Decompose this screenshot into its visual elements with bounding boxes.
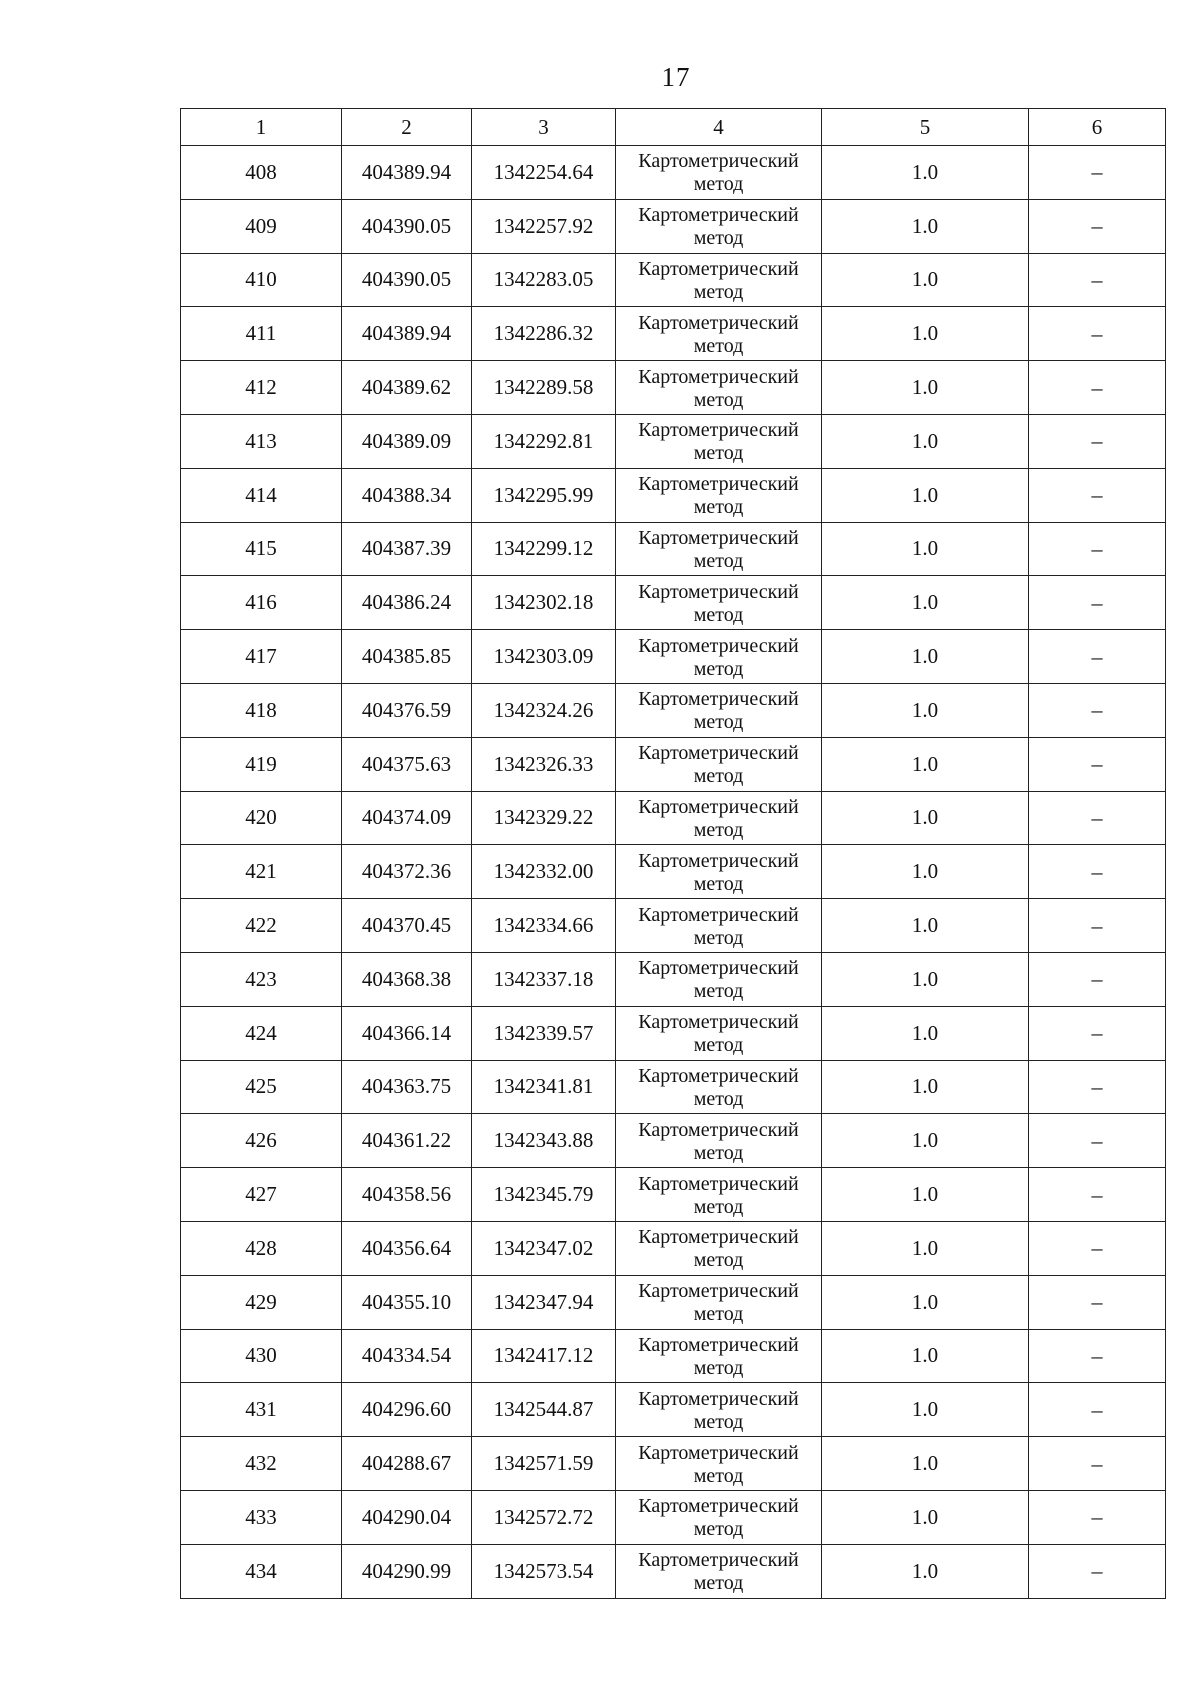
point-number-cell: 414	[181, 468, 342, 522]
y-coordinate-cell: 1342326.33	[472, 737, 616, 791]
x-coordinate-cell: 404389.62	[342, 361, 472, 415]
note-cell: –	[1029, 253, 1166, 307]
accuracy-cell: 1.0	[822, 253, 1029, 307]
note-cell: –	[1029, 522, 1166, 576]
y-coordinate-cell: 1342324.26	[472, 683, 616, 737]
method-cell	[616, 522, 822, 576]
table-row	[181, 1006, 1166, 1060]
y-coordinate-cell: 1342343.88	[472, 1114, 616, 1168]
note-cell: –	[1029, 1006, 1166, 1060]
method-text: Картометрический метод	[638, 1011, 799, 1057]
point-number-cell: 430	[181, 1329, 342, 1383]
x-coordinate-cell: 404372.36	[342, 845, 472, 899]
accuracy-cell: 1.0	[822, 737, 1029, 791]
accuracy-cell: 1.0	[822, 1221, 1029, 1275]
point-number-cell: 412	[181, 361, 342, 415]
table-row	[181, 952, 1166, 1006]
table-row	[181, 1114, 1166, 1168]
x-coordinate-cell: 404386.24	[342, 576, 472, 630]
point-number-cell: 413	[181, 414, 342, 468]
point-number-cell: 418	[181, 683, 342, 737]
point-number-cell: 409	[181, 199, 342, 253]
y-coordinate-cell: 1342283.05	[472, 253, 616, 307]
note-cell: –	[1029, 576, 1166, 630]
method-text: Картометрический метод	[638, 849, 799, 895]
note-cell: –	[1029, 791, 1166, 845]
table-row	[181, 468, 1166, 522]
method-text: Картометрический метод	[638, 1549, 799, 1595]
method-cell	[616, 253, 822, 307]
note-cell: –	[1029, 307, 1166, 361]
method-text: Картометрический метод	[638, 1226, 799, 1272]
point-number-cell: 432	[181, 1437, 342, 1491]
x-coordinate-cell: 404366.14	[342, 1006, 472, 1060]
y-coordinate-cell: 1342289.58	[472, 361, 616, 415]
y-coordinate-cell: 1342299.12	[472, 522, 616, 576]
accuracy-cell: 1.0	[822, 414, 1029, 468]
method-cell	[616, 899, 822, 953]
method-cell	[616, 1060, 822, 1114]
accuracy-cell: 1.0	[822, 576, 1029, 630]
accuracy-cell: 1.0	[822, 1544, 1029, 1598]
method-cell	[616, 1006, 822, 1060]
y-coordinate-cell: 1342341.81	[472, 1060, 616, 1114]
y-coordinate-cell: 1342347.02	[472, 1221, 616, 1275]
note-cell: –	[1029, 737, 1166, 791]
method-text: Картометрический метод	[638, 473, 799, 519]
x-coordinate-cell: 404374.09	[342, 791, 472, 845]
accuracy-cell: 1.0	[822, 146, 1029, 200]
method-cell	[616, 576, 822, 630]
point-number-cell: 420	[181, 791, 342, 845]
method-text: Картометрический метод	[638, 257, 799, 303]
method-text: Картометрический метод	[638, 1387, 799, 1433]
accuracy-cell: 1.0	[822, 952, 1029, 1006]
y-coordinate-cell: 1342254.64	[472, 146, 616, 200]
table-row	[181, 683, 1166, 737]
y-coordinate-cell: 1342339.57	[472, 1006, 616, 1060]
x-coordinate-cell: 404334.54	[342, 1329, 472, 1383]
column-header: 3	[472, 109, 616, 146]
accuracy-cell: 1.0	[822, 307, 1029, 361]
x-coordinate-cell: 404390.05	[342, 253, 472, 307]
method-cell	[616, 683, 822, 737]
note-cell: –	[1029, 468, 1166, 522]
x-coordinate-cell: 404387.39	[342, 522, 472, 576]
note-cell: –	[1029, 1221, 1166, 1275]
table-row	[181, 1383, 1166, 1437]
x-coordinate-cell: 404355.10	[342, 1275, 472, 1329]
point-number-cell: 427	[181, 1168, 342, 1222]
method-cell	[616, 1490, 822, 1544]
table-row	[181, 1490, 1166, 1544]
table-header-row	[181, 109, 1166, 146]
accuracy-cell: 1.0	[822, 683, 1029, 737]
point-number-cell: 422	[181, 899, 342, 953]
method-text: Картометрический метод	[638, 365, 799, 411]
accuracy-cell: 1.0	[822, 1275, 1029, 1329]
method-cell	[616, 1114, 822, 1168]
x-coordinate-cell: 404296.60	[342, 1383, 472, 1437]
note-cell: –	[1029, 683, 1166, 737]
table-row	[181, 199, 1166, 253]
method-cell	[616, 1168, 822, 1222]
x-coordinate-cell: 404363.75	[342, 1060, 472, 1114]
x-coordinate-cell: 404389.94	[342, 307, 472, 361]
x-coordinate-cell: 404290.04	[342, 1490, 472, 1544]
method-text: Картометрический метод	[638, 204, 799, 250]
method-text: Картометрический метод	[638, 1495, 799, 1541]
table-row	[181, 522, 1166, 576]
x-coordinate-cell: 404368.38	[342, 952, 472, 1006]
method-cell	[616, 199, 822, 253]
x-coordinate-cell: 404288.67	[342, 1437, 472, 1491]
method-cell	[616, 1437, 822, 1491]
x-coordinate-cell: 404361.22	[342, 1114, 472, 1168]
accuracy-cell: 1.0	[822, 1060, 1029, 1114]
accuracy-cell: 1.0	[822, 361, 1029, 415]
accuracy-cell: 1.0	[822, 845, 1029, 899]
point-number-cell: 410	[181, 253, 342, 307]
point-number-cell: 408	[181, 146, 342, 200]
table-row	[181, 1329, 1166, 1383]
accuracy-cell: 1.0	[822, 1329, 1029, 1383]
method-cell	[616, 630, 822, 684]
table-row	[181, 1437, 1166, 1491]
method-text: Картометрический метод	[638, 903, 799, 949]
x-coordinate-cell: 404388.34	[342, 468, 472, 522]
x-coordinate-cell: 404290.99	[342, 1544, 472, 1598]
note-cell: –	[1029, 1437, 1166, 1491]
note-cell: –	[1029, 952, 1166, 1006]
note-cell: –	[1029, 1544, 1166, 1598]
method-text: Картометрический метод	[638, 634, 799, 680]
method-cell	[616, 1275, 822, 1329]
x-coordinate-cell: 404389.94	[342, 146, 472, 200]
method-cell	[616, 146, 822, 200]
accuracy-cell: 1.0	[822, 899, 1029, 953]
accuracy-cell: 1.0	[822, 1383, 1029, 1437]
method-cell	[616, 1329, 822, 1383]
method-text: Картометрический метод	[638, 1333, 799, 1379]
table-row	[181, 146, 1166, 200]
point-number-cell: 433	[181, 1490, 342, 1544]
table-body	[181, 146, 1166, 1599]
accuracy-cell: 1.0	[822, 468, 1029, 522]
x-coordinate-cell: 404375.63	[342, 737, 472, 791]
y-coordinate-cell: 1342334.66	[472, 899, 616, 953]
method-cell	[616, 737, 822, 791]
method-text: Картометрический метод	[638, 742, 799, 788]
y-coordinate-cell: 1342572.72	[472, 1490, 616, 1544]
y-coordinate-cell: 1342303.09	[472, 630, 616, 684]
table-row	[181, 576, 1166, 630]
column-header: 4	[616, 109, 822, 146]
method-cell	[616, 1221, 822, 1275]
y-coordinate-cell: 1342295.99	[472, 468, 616, 522]
accuracy-cell: 1.0	[822, 1006, 1029, 1060]
table-row	[181, 307, 1166, 361]
point-number-cell: 424	[181, 1006, 342, 1060]
point-number-cell: 434	[181, 1544, 342, 1598]
method-text: Картометрический метод	[638, 957, 799, 1003]
method-text: Картометрический метод	[638, 1280, 799, 1326]
point-number-cell: 415	[181, 522, 342, 576]
note-cell: –	[1029, 845, 1166, 899]
note-cell: –	[1029, 630, 1166, 684]
note-cell: –	[1029, 1490, 1166, 1544]
x-coordinate-cell: 404356.64	[342, 1221, 472, 1275]
point-number-cell: 423	[181, 952, 342, 1006]
method-text: Картометрический метод	[638, 580, 799, 626]
accuracy-cell: 1.0	[822, 522, 1029, 576]
table-row	[181, 1168, 1166, 1222]
method-text: Картометрический метод	[638, 1441, 799, 1487]
table-row	[181, 845, 1166, 899]
note-cell: –	[1029, 361, 1166, 415]
point-number-cell: 411	[181, 307, 342, 361]
column-header: 2	[342, 109, 472, 146]
table-row	[181, 791, 1166, 845]
page-number: 17	[661, 62, 691, 92]
method-cell	[616, 468, 822, 522]
table-row	[181, 630, 1166, 684]
y-coordinate-cell: 1342286.32	[472, 307, 616, 361]
y-coordinate-cell: 1342417.12	[472, 1329, 616, 1383]
coordinates-table	[180, 108, 1166, 1599]
table-row	[181, 414, 1166, 468]
y-coordinate-cell: 1342257.92	[472, 199, 616, 253]
x-coordinate-cell: 404389.09	[342, 414, 472, 468]
point-number-cell: 428	[181, 1221, 342, 1275]
y-coordinate-cell: 1342573.54	[472, 1544, 616, 1598]
note-cell: –	[1029, 1383, 1166, 1437]
column-header: 6	[1029, 109, 1166, 146]
x-coordinate-cell: 404385.85	[342, 630, 472, 684]
note-cell: –	[1029, 199, 1166, 253]
accuracy-cell: 1.0	[822, 1437, 1029, 1491]
y-coordinate-cell: 1342337.18	[472, 952, 616, 1006]
method-text: Картометрический метод	[638, 688, 799, 734]
method-cell	[616, 791, 822, 845]
point-number-cell: 416	[181, 576, 342, 630]
x-coordinate-cell: 404390.05	[342, 199, 472, 253]
y-coordinate-cell: 1342544.87	[472, 1383, 616, 1437]
note-cell: –	[1029, 414, 1166, 468]
table-row	[181, 1544, 1166, 1598]
y-coordinate-cell: 1342571.59	[472, 1437, 616, 1491]
y-coordinate-cell: 1342329.22	[472, 791, 616, 845]
y-coordinate-cell: 1342302.18	[472, 576, 616, 630]
method-text: Картометрический метод	[638, 419, 799, 465]
accuracy-cell: 1.0	[822, 1168, 1029, 1222]
method-cell	[616, 1544, 822, 1598]
method-text: Картометрический метод	[638, 1172, 799, 1218]
x-coordinate-cell: 404358.56	[342, 1168, 472, 1222]
table-row	[181, 253, 1166, 307]
note-cell: –	[1029, 1060, 1166, 1114]
note-cell: –	[1029, 146, 1166, 200]
x-coordinate-cell: 404370.45	[342, 899, 472, 953]
method-cell	[616, 1383, 822, 1437]
note-cell: –	[1029, 899, 1166, 953]
accuracy-cell: 1.0	[822, 630, 1029, 684]
point-number-cell: 431	[181, 1383, 342, 1437]
column-header: 5	[822, 109, 1029, 146]
method-cell	[616, 414, 822, 468]
method-cell	[616, 307, 822, 361]
table-row	[181, 361, 1166, 415]
x-coordinate-cell: 404376.59	[342, 683, 472, 737]
method-text: Картометрический метод	[638, 1118, 799, 1164]
point-number-cell: 429	[181, 1275, 342, 1329]
note-cell: –	[1029, 1114, 1166, 1168]
method-cell	[616, 361, 822, 415]
accuracy-cell: 1.0	[822, 791, 1029, 845]
point-number-cell: 417	[181, 630, 342, 684]
method-text: Картометрический метод	[638, 795, 799, 841]
accuracy-cell: 1.0	[822, 199, 1029, 253]
table-row	[181, 1060, 1166, 1114]
point-number-cell: 421	[181, 845, 342, 899]
note-cell: –	[1029, 1275, 1166, 1329]
table-row	[181, 899, 1166, 953]
note-cell: –	[1029, 1168, 1166, 1222]
note-cell: –	[1029, 1329, 1166, 1383]
method-text: Картометрический метод	[638, 1064, 799, 1110]
y-coordinate-cell: 1342347.94	[472, 1275, 616, 1329]
table-row	[181, 1221, 1166, 1275]
column-header: 1	[181, 109, 342, 146]
method-text: Картометрический метод	[638, 311, 799, 357]
y-coordinate-cell: 1342292.81	[472, 414, 616, 468]
y-coordinate-cell: 1342332.00	[472, 845, 616, 899]
method-text: Картометрический метод	[638, 150, 799, 196]
table-row	[181, 1275, 1166, 1329]
point-number-cell: 426	[181, 1114, 342, 1168]
method-cell	[616, 845, 822, 899]
method-cell	[616, 952, 822, 1006]
y-coordinate-cell: 1342345.79	[472, 1168, 616, 1222]
accuracy-cell: 1.0	[822, 1114, 1029, 1168]
point-number-cell: 425	[181, 1060, 342, 1114]
point-number-cell: 419	[181, 737, 342, 791]
table-row	[181, 737, 1166, 791]
accuracy-cell: 1.0	[822, 1490, 1029, 1544]
method-text: Картометрический метод	[638, 526, 799, 572]
